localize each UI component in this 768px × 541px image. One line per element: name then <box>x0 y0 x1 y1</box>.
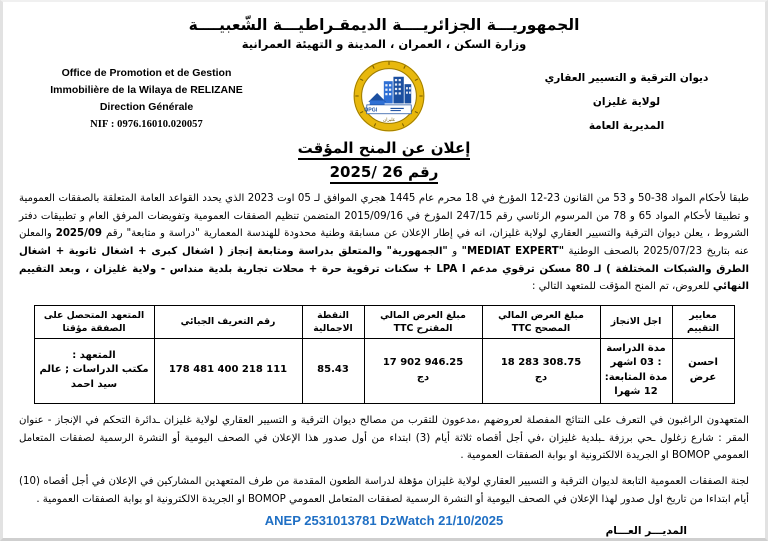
provisional-award-table <box>34 305 735 404</box>
body-line-4-mid: والمعلن عنه بتاريخ 2025/07/23 بالصحف الوطنية <box>19 228 750 258</box>
page-title <box>19 139 749 157</box>
body-consultation-number: 2025/09 <box>55 228 103 240</box>
column-header-nif <box>154 305 302 338</box>
office-arabic-block <box>504 57 749 138</box>
column-header-corrected-l1: مبلغ العرض المالي <box>498 309 584 321</box>
note2-line-3: العمومية . <box>36 494 79 506</box>
column-header-score-l2: الاجمالية <box>313 322 353 334</box>
ministry-title: وزارة السكن ، العمران ، المدينة و التهيئة العمرانية <box>241 37 527 52</box>
office-french-line3: Direction Générale <box>99 101 194 114</box>
proposed-amount-currency: دج <box>416 371 430 383</box>
svg-text:OPGI: OPGI <box>364 107 378 114</box>
logo-container <box>346 57 432 133</box>
office-arabic-line1: ديوان الترقية و التسيير العقاري <box>544 72 709 85</box>
body-line-2: العمومية و تطبيقا لأحكام المواد 65 و 78 من المرسوم الرئاسي رقم 247/15 المؤرخ في 2015/09/16 المتضمن تنظيم الصفقات العمومية وتفويضات المرفق العام و <box>19 193 750 222</box>
legal-basis-paragraph <box>19 190 749 295</box>
cell-nif: 178 481 400 218 111 <box>154 338 302 403</box>
column-header-proposed-l1: مبلغ العرض المالي <box>380 309 466 321</box>
office-french-line1: Office de Promotion et de Gestion <box>61 67 232 80</box>
housing-units-count: 80 <box>575 263 590 275</box>
column-header-score <box>302 305 364 338</box>
cell-score: 85.43 <box>302 338 364 403</box>
table-header-row <box>34 305 734 338</box>
cell-proposed-amount <box>364 338 482 403</box>
cell-delay <box>600 338 672 403</box>
anep-reference: ANEP 2531013781 DzWatch 21/10/2025 <box>264 513 504 528</box>
body-conjunction: و <box>452 246 458 258</box>
corrected-amount-value: 18 283 308.75 <box>500 357 582 369</box>
office-arabic-line3: المديرية العامة <box>588 119 665 132</box>
column-header-corrected-l2: المصحح TTC <box>511 322 571 334</box>
column-header-corrected-amount <box>482 305 600 338</box>
column-header-criteria-l1: معايير <box>689 309 717 321</box>
column-header-proposed-l2: المقترح TTC <box>393 322 453 334</box>
column-header-holder <box>34 305 154 338</box>
page-title-text: إعلان عن المنح المؤقت <box>298 139 471 160</box>
announcement-number <box>19 163 749 181</box>
cell-holder-l2: مكتب الدراسات ; عالم سيد احمد <box>39 364 149 390</box>
column-header-holder-l1: المتعهد المتحصل على <box>43 309 145 321</box>
cell-delay-l3: مدة المتابعة: <box>604 371 668 383</box>
announcement-number-text: رقم 26 /2025 <box>330 163 439 184</box>
body-line-5-c: مسكن ترقوي مدعم LPA I + سكنات ترقوية حرة + محلات تجارية بلدية منداس - ولاية غليزان ، وبعد التقييم النهائي <box>19 263 749 293</box>
column-header-score-l1: النقطة <box>317 309 349 321</box>
cell-criteria <box>672 338 734 403</box>
column-header-proposed-amount <box>364 305 482 338</box>
note2-line-1: لجنة الصفقات العمومية التابعة لديوان الترقية و التسيير العقاري لولاية غليزان مؤهلة لدراسة الطعون المقدمة من طرف المتعهدين المشاركين في الإعلان في أجل أقصاه <box>43 476 749 488</box>
appeals-notice-paragraph <box>19 473 749 509</box>
office-french-line2: Immobilière de la Wilaya de RELIZANE <box>50 84 243 97</box>
opgi-emblem-icon <box>352 59 426 133</box>
newspaper-el-djoumhouria: "الجمهورية" <box>386 246 448 258</box>
corrected-amount-currency: دج <box>534 371 548 383</box>
body-line-6: للعروض، تم المنح المؤقت للمتعهد التالي : <box>532 281 710 293</box>
cell-delay-l2: : 03 اشهر <box>610 357 662 369</box>
body-line-4-post: والمتعلق بدراسة ومتابعة إنجاز ( اشغال كبرى + اشغال ثانوية <box>68 246 383 258</box>
proposed-amount-value: 17 902 946.25 <box>382 357 464 369</box>
signature-block: المديـــر العـــام <box>605 524 687 537</box>
cell-corrected-amount <box>482 338 600 403</box>
column-header-criteria-l2: التقييم <box>686 322 720 334</box>
table-row <box>34 338 734 403</box>
cell-holder <box>34 338 154 403</box>
column-header-criteria <box>672 305 734 338</box>
cell-delay-l1: مدة الدراسة <box>606 342 666 354</box>
note1-line-3: المتعامل العمومي BOMOP او الجريدة الالكترونية او بوابة الصفقات العمومية . <box>19 432 749 462</box>
note1-line-1: المتعهدون الراغبون في التعرف على النتائج المفصلة لعروضهم ،مدعوون للتقرب من مصالح ديوان الترقية و التسيير العقاري لولاية غليزان ـدائرة التحكم في الإنجاز - <box>47 414 749 426</box>
nif-label: NIF : 0976.16010.020057 <box>90 119 203 131</box>
organization-header-row <box>19 57 749 135</box>
column-header-delay <box>600 305 672 338</box>
newspaper-mediat-expert: "MEDIAT EXPERT" <box>461 246 565 258</box>
body-line-3: تطبيقات دفتر الشروط ، يعلن ديوان الترقية والتسيير العقاري لولاية غليزان، انه في إطار الإعلان عن مسابقة وطنية محدودة للهندسة المعمارية "دراسة و متابعة" رقم <box>19 210 750 240</box>
debriefing-notice-paragraph <box>19 412 749 466</box>
national-title: الجمهوريـــة الجزائريــــة الديمقـراطيـــة الشّعبيــــة <box>188 16 580 34</box>
body-line-1: طبقا لأحكام المواد 38-50 و 53 من القانون 23-12 المؤرخ في 18 محرم عام 1445 هجري الموافق لـ 05 اوت 2023 الذي يحدد القواعد العامة المتعلقة بالصفقات <box>58 193 749 205</box>
column-header-holder-l2: الصفقة مؤقتا <box>62 322 126 334</box>
cell-criteria-l1: احسن <box>688 357 718 369</box>
svg-text:غليزان: غليزان <box>382 118 396 124</box>
cell-criteria-l2: عرض <box>689 371 717 383</box>
column-header-nif-l1: رقم التعريف الجبائي <box>180 316 276 328</box>
column-header-delay-l1: اجل الانجاز <box>610 316 662 328</box>
cell-holder-l1: المتعهد : <box>72 349 116 361</box>
cell-delay-l4: 12 شهرا <box>614 386 658 398</box>
office-french-block <box>19 57 274 133</box>
body-line-5-a: + اشغال الطرق والشبكات المختلفة ) لـ <box>19 246 749 275</box>
note1-line-2: عنوان المقر : شارع زغلول ـحي برزفة ـبلدية غليزان ،في أجل أقصاه ثلاثة أيام (3) ابتداء من أول صدور هذا الإعلان في الصحف اليومية أو النشرة الرسمية لصفقات <box>19 414 749 444</box>
office-arabic-line2: لولاية غليزان <box>592 96 661 108</box>
note2-line-2: (10) أيام ابتداءا من تاريخ اول صدور لهذا الإعلان في الصحف اليومية أو النشرة الرسمية لصفقات المتعامل العمومي BOMOP او الجريدة الالكترونية او بوابة الصفقات <box>19 476 749 506</box>
